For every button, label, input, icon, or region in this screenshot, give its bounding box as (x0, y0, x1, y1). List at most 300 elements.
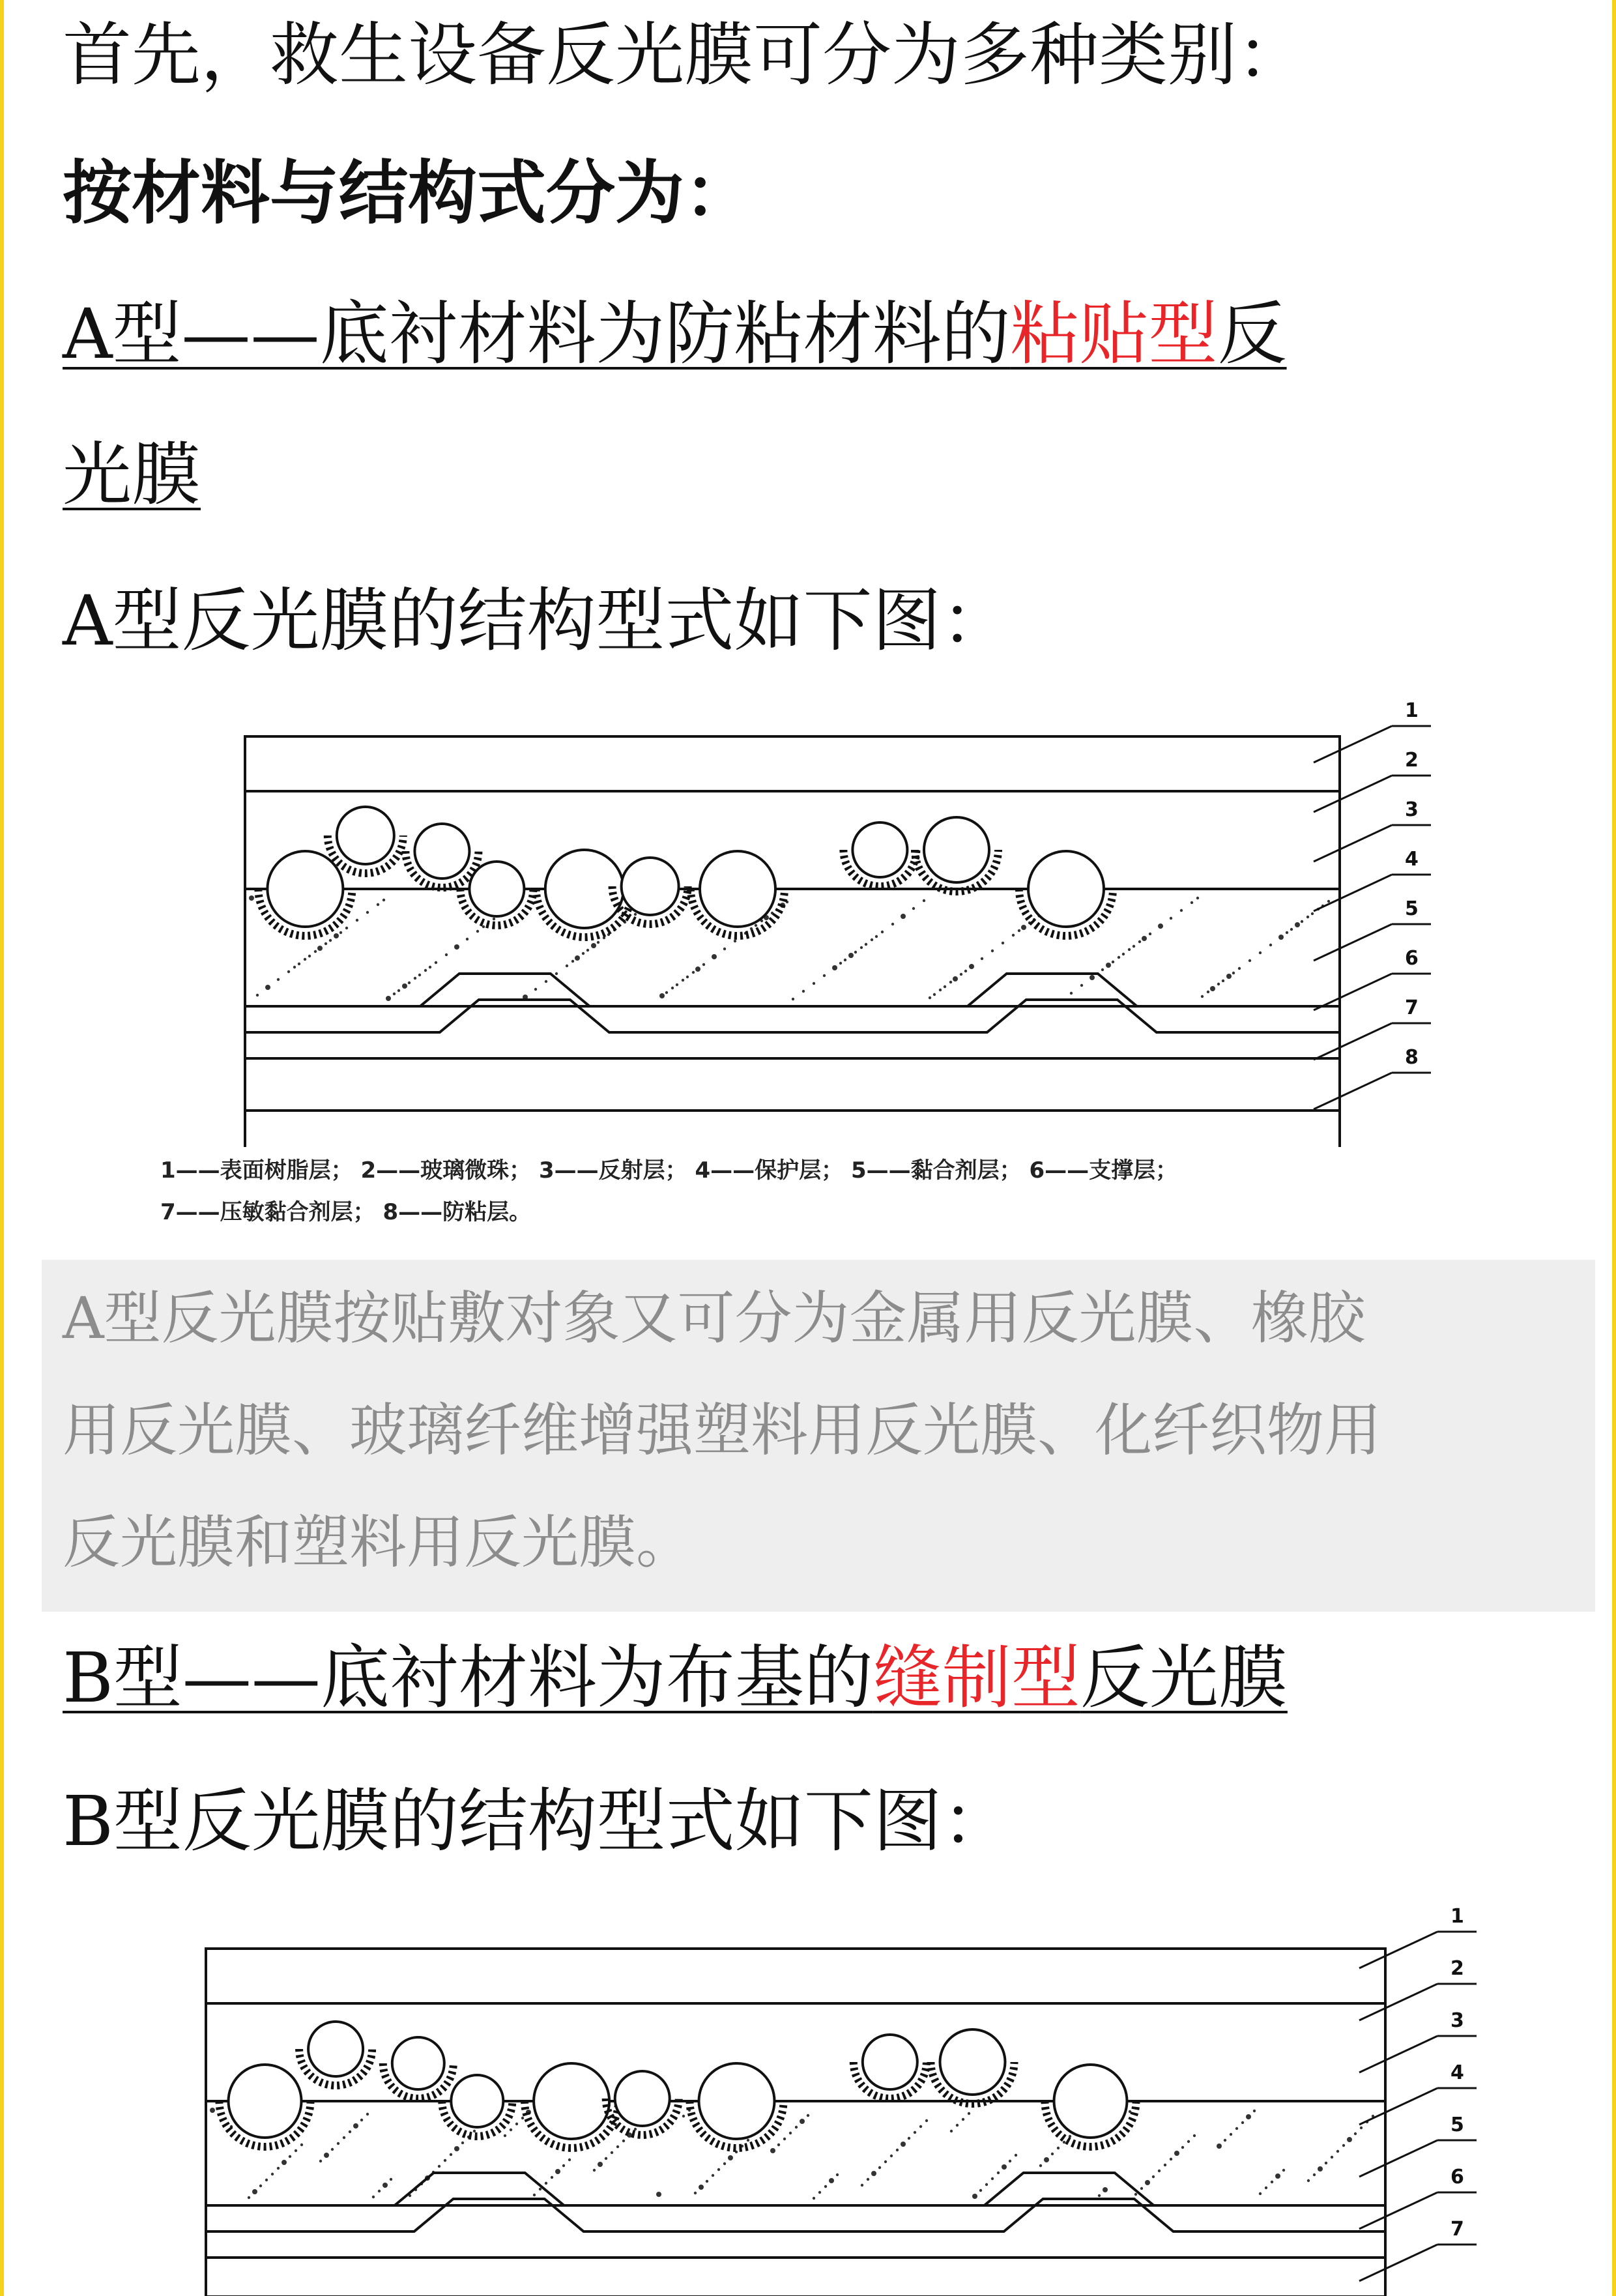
adhesive-speck (1241, 2121, 1244, 2124)
adhesive-speck (611, 2151, 613, 2154)
adhesive-speck (871, 938, 873, 941)
adhesive-speck (1170, 917, 1172, 920)
adhesive-speck (1311, 912, 1314, 915)
adhesive-speck (676, 983, 678, 986)
adhesive-speck (300, 2143, 303, 2146)
adhesive-speck (1009, 2160, 1011, 2162)
glass-bead (308, 2022, 363, 2076)
adhesive-speck (256, 994, 259, 996)
adhesive-speck (659, 993, 665, 998)
adhesive-speck (823, 974, 826, 977)
adhesive-speck (1248, 959, 1251, 962)
adhesive-speck (378, 2190, 381, 2192)
a-structure-text: A型反光膜的结构型式如下图： (63, 581, 1011, 661)
adhesive-speck (360, 2119, 363, 2121)
adhesive-speck (981, 957, 983, 960)
adhesive-speck (1217, 983, 1220, 985)
adhesive-speck (325, 942, 327, 945)
adhesive-speck (1070, 992, 1073, 995)
adhesive-speck (890, 2155, 893, 2157)
figure-label-4: 4 (1450, 2061, 1464, 2084)
adhesive-speck (792, 998, 794, 1000)
glass-bead (1028, 851, 1104, 927)
adhesive-speck (324, 2153, 329, 2158)
adhesive-speck (1122, 953, 1125, 955)
adhesive-speck (1336, 2150, 1339, 2153)
adhesive-speck (210, 2108, 215, 2113)
glass-bead (392, 2037, 444, 2089)
adhesive-speck (331, 2148, 334, 2151)
adhesive-speck (1265, 2187, 1267, 2189)
adhesive-speck (1193, 2134, 1196, 2137)
adhesive-speck (308, 955, 311, 957)
adhesive-speck (304, 958, 306, 961)
adhesive-speck (1246, 2114, 1251, 2119)
adhesive-speck (962, 2118, 964, 2121)
adhesive-speck (844, 959, 846, 961)
leader-line (1314, 776, 1392, 812)
adhesive-speck (534, 988, 537, 991)
adhesive-speck (593, 2169, 596, 2172)
adhesive-speck (997, 2172, 1000, 2174)
adhesive-speck (568, 2158, 571, 2161)
glass-bead (940, 2029, 1005, 2095)
adhesive-speck (386, 996, 391, 1001)
adhesive-speck (1307, 2179, 1310, 2182)
figure-label-1: 1 (1405, 699, 1419, 722)
adhesive-speck (1327, 900, 1330, 903)
adhesive-speck (1015, 2154, 1017, 2157)
leader-line (1314, 974, 1392, 1010)
section-heading: 按材料与结构式分为： (63, 153, 753, 233)
adhesive-speck (865, 943, 867, 946)
adhesive-speck (1180, 909, 1183, 912)
a-note-line3: 反光膜和塑料用反光膜。 (63, 1509, 694, 1576)
adhesive-speck (366, 2113, 369, 2115)
adhesive-speck (686, 976, 689, 978)
a-note-block (42, 1260, 1595, 1612)
adhesive-speck (789, 2132, 792, 2134)
adhesive-speck (1360, 2127, 1363, 2129)
adhesive-speck (968, 2112, 970, 2115)
adhesive-speck (575, 955, 580, 961)
figure-a-diagram (160, 691, 1464, 1147)
figure-label-5: 5 (1450, 2114, 1464, 2136)
adhesive-speck (807, 2114, 809, 2117)
adhesive-speck (1290, 928, 1293, 931)
intro-text: 首先，救生设备反光膜可分为多种类别： (63, 15, 1306, 95)
adhesive-speck (953, 976, 958, 981)
adhesive-speck (939, 989, 942, 991)
adhesive-speck (836, 2173, 839, 2176)
adhesive-speck (1134, 2193, 1137, 2196)
adhesive-speck (854, 951, 857, 953)
glass-bead (534, 2063, 609, 2139)
adhesive-speck (1306, 916, 1309, 918)
adhesive-speck (1133, 945, 1135, 948)
a-type-prefix: A型——底衬材料为防粘材料的 (63, 294, 1011, 374)
adhesive-speck (1018, 929, 1020, 932)
adhesive-speck (473, 2130, 476, 2132)
adhesive-speck (1044, 2157, 1049, 2162)
adhesive-speck (985, 2183, 988, 2186)
adhesive-speck (353, 2123, 358, 2129)
adhesive-speck (813, 982, 815, 985)
adhesive-speck (377, 903, 379, 906)
adhesive-speck (1181, 2146, 1184, 2149)
figure-label-4: 4 (1405, 848, 1419, 871)
leader-line (1359, 2245, 1437, 2281)
adhesive-speck (699, 2185, 704, 2190)
glass-bead (545, 850, 624, 928)
adhesive-speck (616, 2145, 619, 2148)
glass-bead (451, 2075, 503, 2127)
b-type-line (63, 1636, 1288, 1721)
adhesive-speck (1238, 967, 1241, 970)
adhesive-speck (319, 2160, 322, 2162)
adhesive-speck (466, 938, 469, 940)
glass-bead (337, 807, 394, 864)
adhesive-speck (991, 2177, 994, 2180)
adhesive-speck (848, 953, 854, 958)
adhesive-speck (665, 991, 668, 994)
adhesive-speck (450, 2153, 452, 2156)
adhesive-speck (1002, 2164, 1007, 2170)
adhesive-speck (1128, 948, 1131, 951)
adhesive-speck (555, 972, 558, 975)
adhesive-speck (1142, 936, 1147, 941)
adhesive-speck (277, 2167, 280, 2170)
adhesive-speck (339, 931, 342, 934)
figure-label-7: 7 (1450, 2218, 1464, 2241)
adhesive-speck (783, 2138, 786, 2140)
adhesive-speck (393, 993, 396, 995)
glass-bead (615, 2071, 670, 2126)
adhesive-speck (1118, 956, 1120, 959)
glass-bead (267, 851, 343, 927)
adhesive-speck (839, 962, 842, 965)
adhesive-speck (435, 961, 437, 964)
adhesive-speck (755, 924, 757, 927)
adhesive-speck (382, 899, 385, 901)
adhesive-speck (1217, 2143, 1222, 2149)
figure-label-6: 6 (1450, 2166, 1464, 2188)
adhesive-speck (1106, 963, 1111, 968)
adhesive-speck (289, 2155, 291, 2158)
adhesive-speck (656, 2192, 661, 2197)
adhesive-speck (295, 2149, 297, 2152)
adhesive-speck (598, 2162, 603, 2167)
adhesive-speck (317, 946, 323, 951)
figure-label-5: 5 (1405, 897, 1419, 920)
adhesive-speck (515, 2123, 518, 2125)
adhesive-speck (343, 2136, 345, 2139)
adhesive-speck (972, 2194, 977, 2199)
glass-bead (414, 824, 469, 879)
adhesive-speck (438, 2165, 440, 2168)
adhesive-speck (969, 964, 974, 969)
adhesive-speck (860, 946, 863, 949)
b-type-suffix: 反光膜 (1080, 1638, 1288, 1718)
adhesive-speck (979, 2189, 982, 2192)
adhesive-speck (991, 950, 994, 952)
adhesive-speck (956, 2124, 959, 2127)
adhesive-speck (824, 2185, 827, 2188)
adhesive-speck (1253, 2110, 1256, 2112)
adhesive-speck (582, 952, 584, 955)
adhesive-speck (1259, 952, 1262, 954)
adhesive-speck (1259, 2192, 1262, 2195)
adhesive-speck (622, 2140, 625, 2142)
adhesive-speck (964, 970, 967, 972)
adhesive-speck (1112, 961, 1114, 963)
adhesive-speck (444, 2159, 446, 2162)
adhesive-speck (925, 2119, 928, 2122)
figure-label-2: 2 (1405, 749, 1419, 772)
adhesive-speck (1002, 942, 1004, 944)
adhesive-speck (734, 940, 736, 942)
b-structure-text: B型反光膜的结构型式如下图： (63, 1781, 1011, 1861)
adhesive-speck (1057, 2147, 1060, 2149)
glass-bead (924, 817, 989, 882)
adhesive-speck (1226, 974, 1232, 979)
adhesive-speck (944, 985, 946, 988)
adhesive-speck (1021, 925, 1026, 930)
adhesive-speck (1138, 940, 1141, 943)
adhesive-speck (1295, 922, 1300, 927)
adhesive-speck (802, 990, 805, 993)
adhesive-speck (1145, 2180, 1150, 2185)
adhesive-speck (1098, 2194, 1101, 2197)
adhesive-speck (692, 971, 695, 974)
adhesive-speck (252, 2189, 257, 2194)
glass-bead (852, 822, 907, 877)
glass-bead (229, 2065, 302, 2138)
adhesive-speck (1196, 897, 1199, 899)
glass-bead (1054, 2065, 1127, 2138)
adhesive-speck (1210, 986, 1215, 991)
adhesive-speck (1224, 2139, 1226, 2142)
adhesive-speck (878, 2166, 881, 2169)
leader-line (1314, 726, 1392, 763)
adhesive-speck (1207, 991, 1209, 993)
adhesive-speck (1222, 980, 1224, 982)
adhesive-speck (723, 2162, 726, 2165)
adhesive-speck (402, 983, 407, 989)
adhesive-speck (950, 2130, 953, 2132)
figure-label-3: 3 (1450, 2009, 1464, 2032)
adhesive-speck (717, 2168, 720, 2171)
adhesive-speck (1318, 2166, 1323, 2172)
a-type-highlight: 粘贴型 (1010, 294, 1218, 374)
figure-label-2: 2 (1450, 1957, 1464, 1980)
adhesive-speck (329, 939, 332, 942)
adhesive-speck (800, 2119, 805, 2124)
leader-line (1359, 2088, 1437, 2125)
glass-bead (700, 851, 775, 927)
adhesive-speck (555, 2169, 560, 2174)
figure-b-diagram (147, 1896, 1516, 2296)
adhesive-speck (366, 911, 369, 914)
adhesive-speck (345, 927, 348, 929)
adhesive-speck (770, 2148, 775, 2153)
a-type-line1 (63, 292, 1287, 377)
adhesive-speck (919, 2125, 922, 2128)
adhesive-speck (414, 977, 416, 980)
adhesive-layer (245, 889, 1340, 1006)
adhesive-speck (424, 969, 427, 972)
a-type-suffix: 反 (1217, 294, 1287, 374)
adhesive-speck (1282, 2169, 1285, 2172)
adhesive-speck (314, 950, 317, 953)
figure-label-8: 8 (1405, 1046, 1419, 1069)
adhesive-speck (1164, 2164, 1166, 2166)
adhesive-speck (1286, 931, 1288, 934)
adhesive-speck (901, 2142, 906, 2147)
adhesive-speck (884, 2160, 887, 2163)
adhesive-speck (706, 2180, 708, 2183)
adhesive-speck (1230, 2133, 1232, 2136)
support-layer-top (245, 974, 1340, 1006)
adhesive-speck (795, 2126, 798, 2129)
adhesive-speck (551, 2176, 553, 2179)
adhesive-speck (1313, 2173, 1316, 2176)
a-note-line1: A型反光膜按贴敷对象又可分为金属用反光膜、橡胶 (63, 1285, 1366, 1352)
surface-resin-layer (206, 1949, 1385, 2003)
adhesive-speck (1232, 972, 1235, 974)
adhesive-speck (1012, 934, 1015, 937)
adhesive-speck (914, 2131, 916, 2134)
adhesive-speck (298, 963, 300, 965)
adhesive-speck (1158, 2170, 1161, 2172)
adhesive-speck (566, 965, 568, 967)
adhesive-layer (206, 2101, 1385, 2205)
adhesive-speck (1080, 984, 1083, 987)
adhesive-speck (712, 954, 717, 959)
adhesive-speck (482, 925, 485, 928)
figure-label-6: 6 (1405, 947, 1419, 970)
adhesive-speck (929, 996, 931, 999)
adhesive-speck (871, 2171, 876, 2176)
adhesive-speck (349, 2130, 351, 2133)
adhesive-speck (372, 2196, 375, 2198)
leader-line (1359, 2036, 1437, 2072)
leader-line (1314, 875, 1392, 911)
adhesive-speck (747, 2139, 749, 2142)
adhesive-speck (1051, 2153, 1054, 2155)
adhesive-speck (293, 966, 296, 968)
adhesive-speck (249, 895, 254, 901)
adhesive-speck (1187, 2140, 1190, 2143)
adhesive-speck (1152, 2175, 1155, 2178)
adhesive-speck (265, 985, 270, 990)
adhesive-speck (682, 2115, 685, 2117)
adhesive-speck (908, 2137, 910, 2140)
adhesive-speck (445, 953, 448, 956)
adhesive-speck (712, 2174, 714, 2177)
adhesive-speck (861, 2184, 863, 2187)
adhesive-speck (597, 941, 599, 944)
leader-line (1359, 2140, 1437, 2177)
adhesive-speck (334, 933, 339, 938)
adhesive-speck (896, 2149, 899, 2151)
adhesive-speck (337, 2142, 339, 2145)
adhesive-speck (777, 2143, 780, 2146)
adhesive-speck (933, 993, 936, 996)
adhesive-speck (1269, 944, 1272, 946)
adhesive-speck (476, 930, 479, 933)
glass-bead (622, 858, 679, 915)
adhesive-speck (923, 899, 925, 902)
adhesive-speck (832, 965, 837, 970)
figure-label-7: 7 (1405, 996, 1419, 1019)
adhesive-speck (1089, 975, 1095, 980)
leader-line (1359, 2192, 1437, 2229)
adhesive-speck (1325, 2162, 1327, 2164)
leader-line (1314, 1073, 1392, 1109)
leader-line (1314, 924, 1392, 961)
figure-a-caption-line1: 1——表面树脂层； 2——玻璃微珠； 3——反射层； 4——保护层； 5——黏合剂层； 6——支撑层； (160, 1157, 1178, 1184)
adhesive-speck (1201, 995, 1204, 998)
adhesive-speck (1354, 2132, 1357, 2135)
adhesive-speck (1347, 2137, 1352, 2142)
adhesive-speck (960, 973, 962, 976)
adhesive-speck (875, 935, 878, 938)
adhesive-speck (259, 2185, 262, 2187)
adhesive-speck (521, 2117, 524, 2119)
adhesive-speck (1174, 2151, 1179, 2156)
adhesive-speck (277, 978, 280, 981)
adhesive-speck (545, 2182, 547, 2185)
adhesive-speck (1331, 2156, 1333, 2158)
adhesive-speck (1235, 2127, 1238, 2130)
adhesive-speck (265, 2179, 268, 2181)
adhesive-speck (287, 970, 290, 973)
adhesive-speck (539, 2188, 541, 2190)
adhesive-speck (1140, 2187, 1143, 2190)
adhesive-speck (723, 948, 726, 950)
adhesive-speck (891, 923, 894, 925)
adhesive-speck (813, 2197, 815, 2200)
leader-line (1314, 1023, 1392, 1060)
adhesive-speck (702, 963, 705, 966)
adhesive-speck (1301, 920, 1303, 923)
a-type-line2: 光膜 (63, 435, 201, 515)
glass-bead (699, 2063, 775, 2139)
adhesive-speck (1149, 933, 1151, 935)
a-note-line2: 用反光膜、玻璃纤维增强塑料用反光膜、化纤织物用 (63, 1397, 1382, 1464)
b-type-prefix: B型——底衬材料为布基的 (63, 1638, 873, 1718)
figure-b-svg (147, 1896, 1516, 2296)
figure-label-3: 3 (1405, 798, 1419, 821)
adhesive-speck (382, 2183, 388, 2188)
adhesive-speck (281, 2160, 287, 2165)
adhesive-speck (461, 2142, 464, 2144)
adhesive-speck (1275, 2173, 1280, 2179)
adhesive-speck (682, 979, 684, 981)
adhesive-speck (533, 2194, 536, 2196)
adhesive-speck (829, 2178, 834, 2183)
adhesive-speck (418, 974, 421, 976)
adhesive-speck (1103, 2187, 1108, 2192)
figure-a-svg (160, 691, 1464, 1147)
adhesive-speck (695, 966, 700, 972)
adhesive-speck (901, 914, 906, 919)
adhesive-speck (1190, 901, 1193, 904)
adhesive-speck (1039, 2164, 1042, 2167)
adhesive-speck (562, 2164, 565, 2167)
adhesive-speck (1063, 2141, 1065, 2143)
